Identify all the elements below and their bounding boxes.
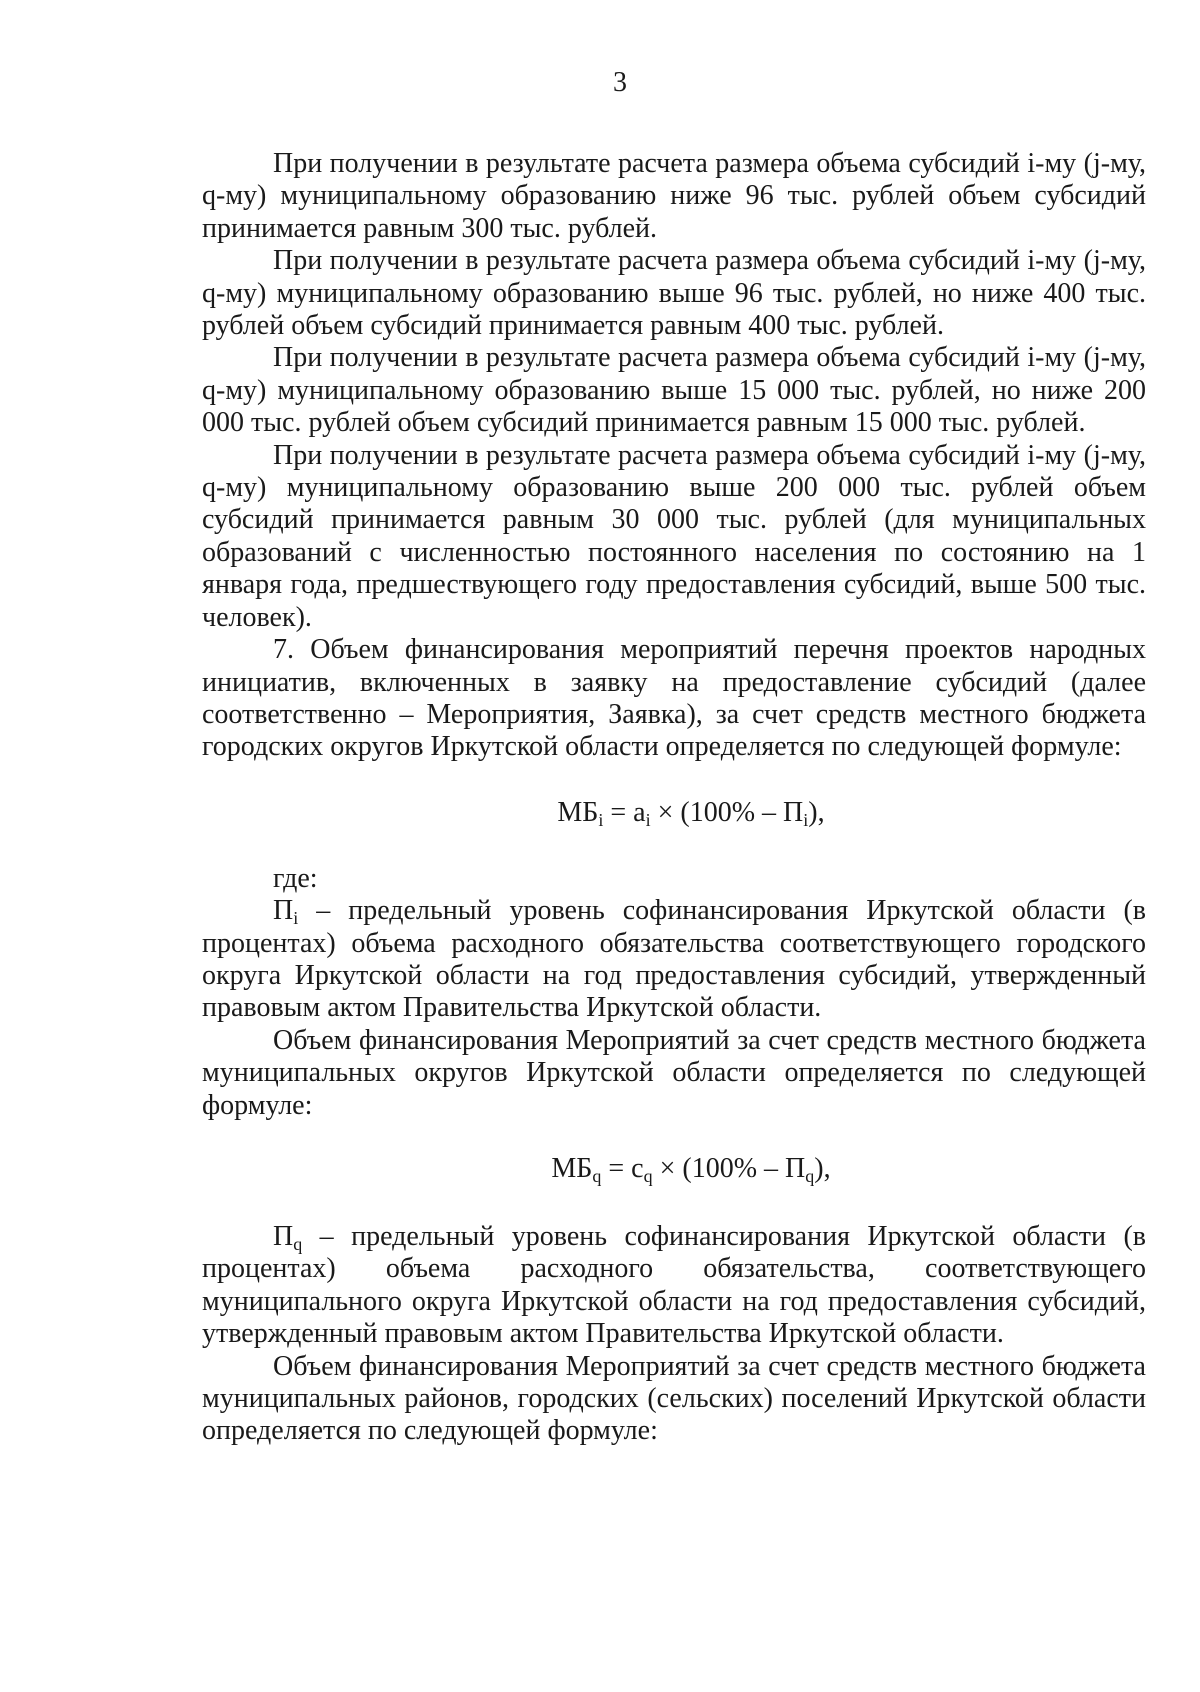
paragraph-above-200000: При получении в результате расчета размера объема субсидий i-му (j-му, q-му) муниципальному образованию выше 200 000 тыс. рублей объем субсидий принимается равным 30 000 тыс. рублей (для муниципальных образований с численностью постоянного населения по состоянию на 1 января года, предшествующего году предоставления субсидий, выше 500 тыс. человек). [202, 439, 1146, 633]
page-number: 3 [613, 67, 627, 98]
paragraph-96-to-400: При получении в результате расчета размера объема субсидий i-му (j-му, q-му) муниципальному образованию выше 96 тыс. рублей, но ниже 400 тыс. рублей объем субсидий принимается равным 400 тыс. рублей. [202, 245, 1146, 342]
formula-coefficient: c [631, 1152, 644, 1184]
definition-text: – предельный уровень софинансирования Иркутской области (в процентах) объема расходного обязательства, соответствующего муниципального округа Иркутской области на год предоставления субсидий, утвержденный правовым актом Правительства Иркутской области. [202, 1220, 1146, 1350]
formula-p-subscript: i [803, 809, 809, 830]
formula-urban-districts [202, 797, 1146, 829]
formula-p-subscript: q [805, 1165, 815, 1186]
formula-coefficient-subscript: q [643, 1165, 653, 1186]
formula-middle: × (100% – П [650, 796, 804, 828]
definition-text: – предельный уровень софинансирования Иркутской области (в процентах) объема расходного обязательства соответствующего городского округа Иркутской области на год предоставления субсидий, утвержденный правовым актом Правительства Иркутской области. [202, 895, 1146, 1024]
paragraph-15000-to-200000: При получении в результате расчета размера объема субсидий i-му (j-му, q-му) муниципальному образованию выше 15 000 тыс. рублей, но ниже 200 000 тыс. рублей объем субсидий принимается равным 15 000 тыс. рублей. [202, 342, 1146, 439]
where-label: где: [273, 862, 318, 894]
paragraph-item-7: 7. Объем финансирования мероприятий перечня проектов народных инициатив, включенных в заявку на предоставление субсидий (далее соответственно – Мероприятия, Заявка), за счет средств местного бюджета городских округов Иркутской области определяется по следующей формуле: [202, 634, 1146, 763]
formula-equals: = [603, 796, 634, 828]
document-body [202, 148, 1146, 1448]
formula-end: ), [814, 1152, 831, 1184]
formula-end: ), [808, 796, 825, 828]
paragraph-districts-settlements: Объем финансирования Мероприятий за счет средств местного бюджета муниципальных районов, городских (сельских) поселений Иркутской области определяется по следующей формуле: [202, 1350, 1146, 1447]
definition-symbol: П [273, 1220, 294, 1252]
formula-equals: = [601, 1152, 632, 1184]
formula-lhs: МБ [557, 796, 599, 828]
formula-lhs-subscript: i [598, 809, 604, 830]
formula-coefficient-subscript: i [645, 809, 651, 830]
definition-symbol-subscript: i [293, 908, 299, 929]
formula-municipal-districts [202, 1153, 1146, 1185]
paragraph-below-96: При получении в результате расчета размера объема субсидий i-му (j-му, q-му) муниципальному образованию ниже 96 тыс. рублей объем субсидий принимается равным 300 тыс. рублей. [202, 148, 1146, 244]
definition-p-q [202, 1221, 1146, 1351]
definition-symbol: П [273, 895, 294, 927]
formula-lhs: МБ [551, 1152, 593, 1184]
definition-p-i [202, 895, 1146, 1025]
formula-lhs-subscript: q [592, 1165, 602, 1186]
formula-middle: × (100% – П [652, 1152, 806, 1184]
paragraph-municipal-districts: Объем финансирования Мероприятий за счет средств местного бюджета муниципальных округов Иркутской области определяется по следующей формуле: [202, 1024, 1146, 1121]
definition-symbol-subscript: q [293, 1233, 303, 1254]
formula-coefficient: a [633, 796, 646, 828]
